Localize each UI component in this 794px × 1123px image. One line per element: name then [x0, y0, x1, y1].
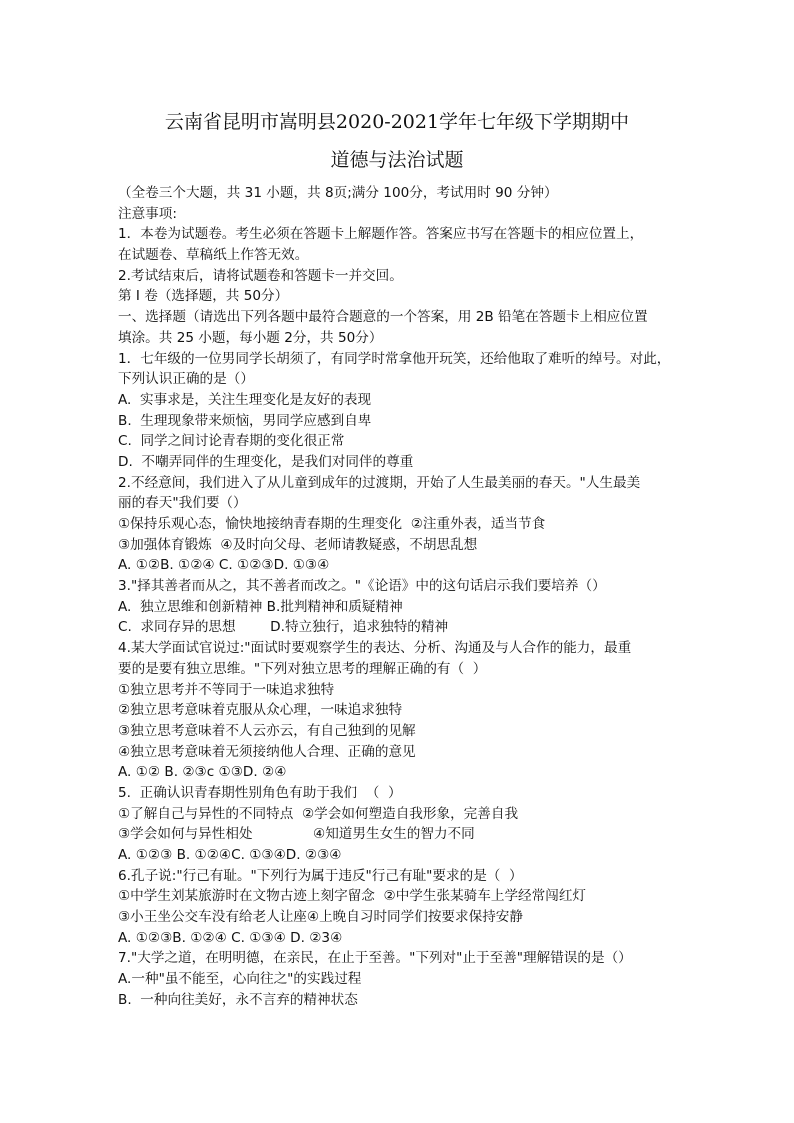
question-1-option: B. 生理现象带来烦恼，男同学应感到自卑 — [118, 412, 372, 429]
section-instruction: 填涂。共 25 小题，每小题 2分，共 50分） — [118, 329, 383, 346]
notice-heading: 注意事项: — [118, 205, 177, 222]
section-heading: 第 I 卷（选择题，共 50分） — [118, 288, 289, 305]
question-2-stem: 丽的春天"我们要（） — [118, 495, 247, 512]
question-5-stem: 5. 正确认识青春期性别角色有助于我们 （ ） — [118, 784, 402, 801]
notice-line: 2.考试结束后，请将试题卷和答题卡一并交回。 — [118, 267, 403, 284]
question-1-stem: 下列认识正确的是（） — [118, 371, 254, 388]
question-4-options: A. ①② B. ②③c ①③D. ②④ — [118, 764, 287, 781]
exam-info-line: （全卷三个大题，共 31 小题，共 8页;满分 100分，考试用时 90 分钟） — [118, 185, 558, 201]
question-4-statement: ①独立思考并不等同于一味追求独特 — [118, 681, 335, 698]
question-2-options: A. ①②B. ①②④ C. ①②③D. ①③④ — [118, 557, 330, 574]
exam-title: 云南省昆明市嵩明县2020-2021学年七年级下学期期中 — [164, 111, 630, 133]
question-1-option: C. 同学之间讨论青春期的变化很正常 — [118, 433, 345, 450]
question-4-statement: ③独立思考意味着不人云亦云，有自己独到的见解 — [118, 722, 416, 739]
question-6-statement: ③小王坐公交车没有给老人让座④上晚自习时同学们按要求保持安静 — [118, 909, 523, 926]
question-2-statement: ①保持乐观心态，愉快地接纳青春期的生理变化 ②注重外表，适当节食 — [118, 516, 546, 532]
section-instruction: 一、选择题（请选出下列各题中最符合题意的一个答案，用 2B 铅笔在答题卡上相应位置 — [118, 309, 648, 326]
question-1-stem: 1．七年级的一位男同学长胡须了，有同学时常拿他开玩笑，还给他取了难听的绰号。对此， — [118, 350, 671, 367]
question-3-options: C. 求同存异的思想 D.特立独行，追求独特的精神 — [118, 619, 449, 636]
question-7-option: A.一种"虽不能至，心向往之"的实践过程 — [118, 971, 362, 988]
exam-body — [118, 183, 698, 1011]
exam-subtitle: 道德与法治试题 — [330, 149, 464, 171]
question-2-statement: ③加强体育锻炼 ④及时向父母、老师请教疑惑，不胡思乱想 — [118, 536, 478, 553]
question-4-statement: ②独立思考意味着克服从众心理，一味追求独特 — [118, 702, 403, 719]
question-1-option: D. 不嘲弄同伴的生理变化，是我们对同伴的尊重 — [118, 453, 414, 470]
question-6-stem: 6.孔子说:"行己有耻。"下列行为属于违反"行己有耻"要求的是（ ） — [118, 867, 523, 884]
question-5-statement: ③学会如何与异性相处 ④知道男生女生的智力不同 — [118, 826, 475, 843]
question-5-statement: ①了解自己与异性的不同特点 ②学会如何塑造自我形象，完善自我 — [118, 805, 519, 822]
question-4-statement: ④独立思考意味着无须接纳他人合理、正确的意见 — [118, 743, 416, 760]
question-4-stem: 要的是要有独立思维。"下列对独立思考的理解正确的有（ ） — [118, 660, 487, 677]
question-1-option: A. 实事求是，关注生理变化是友好的表现 — [118, 391, 372, 408]
question-7-option: B. 一种向往美好，永不言弃的精神状态 — [118, 991, 358, 1008]
question-3-options: A. 独立思维和创新精神 B.批判精神和质疑精神 — [118, 598, 403, 615]
notice-line: 在试题卷、草稿纸上作答无效。 — [118, 247, 309, 264]
question-2-stem: 2.不经意间，我们进入了从儿童到成年的过渡期，开始了人生最美丽的春天。"人生最美 — [118, 474, 641, 491]
question-7-stem: 7."大学之道，在明明德，在亲民，在止于至善。"下列对"止于至善"理解错误的是（） — [118, 950, 632, 967]
question-6-options: A. ①②③B. ①②④ C. ①③④ D. ②3④ — [118, 929, 343, 946]
question-5-options: A. ①②③ B. ①②④C. ①③④D. ②③④ — [118, 847, 342, 863]
question-6-statement: ①中学生刘某旅游时在文物古迹上刻字留念 ②中学生张某骑车上学经常闯红灯 — [118, 888, 587, 905]
question-4-stem: 4.某大学面试官说过:"面试时要观察学生的表达、分析、沟通及与人合作的能力，最重 — [118, 640, 632, 657]
notice-line: 1．本卷为试题卷。考生必须在答题卡上解题作答。答案应书写在答题卡的相应位置上， — [118, 226, 644, 243]
question-3-stem: 3."择其善者而从之，其不善者而改之。"《论语》中的这句话启示我们要培养（） — [118, 578, 606, 595]
